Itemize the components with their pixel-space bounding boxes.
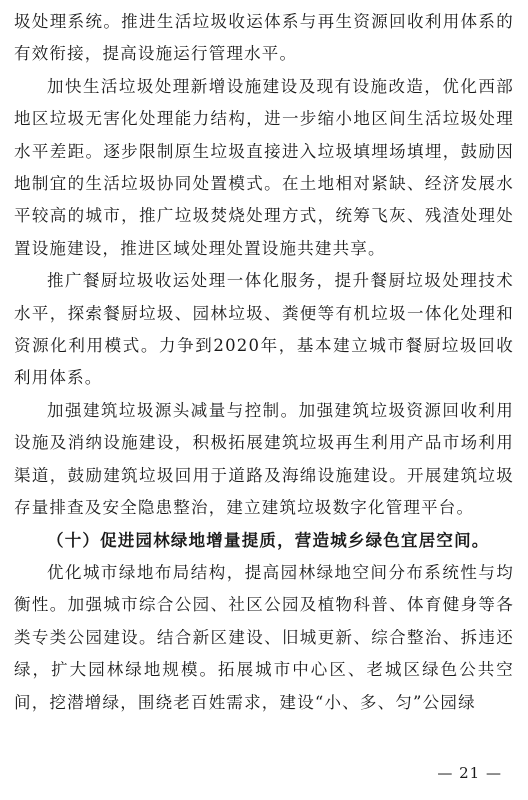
paragraph-3: 推广餐厨垃圾收运处理一体化服务，提升餐厨垃圾处理技术水平，探索餐厨垃圾、园林垃圾、粪便等有机垃圾一体化处理和资源化利用模式。力争到2020年，基本建立城市餐厨垃圾回收利用体系。 xyxy=(14,271,514,388)
paragraph-5: 优化城市绿地布局结构，提高园林绿地空间分布系统性与均衡性。加强城市综合公园、社区公园及植物科普、体育健身等各类专类公园建设。结合新区建设、旧城更新、综合整治、拆违还绿，扩大园林绿地规模。拓展城市中心区、老城区绿色公共空间，挖潜增绿，围绕老百姓需求，建设“小、多、匀”公园绿 xyxy=(14,562,514,712)
page-number: — 21 — xyxy=(437,764,502,782)
section-heading: （十）促进园林绿地增量提质，营造城乡绿色宜居空间。 xyxy=(47,530,490,550)
paragraph-1: 圾处理系统。推进生活垃圾收运体系与再生资源回收利用体系的有效衔接，提高设施运行管理水平。 xyxy=(14,12,514,64)
paragraph-4: 加强建筑垃圾源头减量与控制。加强建筑垃圾资源回收利用设施及消纳设施建设，积极拓展建筑垃圾再生利用产品市场利用渠道，鼓励建筑垃圾回用于道路及海绵设施建设。开展建筑垃圾存量排查及安全隐患整治，建立建筑垃圾数字化管理平台。 xyxy=(14,400,514,518)
document-page xyxy=(14,6,514,719)
paragraph-2: 加快生活垃圾处理新增设施建设及现有设施改造，优化西部地区垃圾无害化处理能力结构，进一步缩小地区间生活垃圾处理水平差距。逐步限制原生垃圾直接进入垃圾填埋场填埋，鼓励因地制宜的生活垃圾协同处置模式。在土地相对紧缺、经济发展水平较高的城市，推广垃圾焚烧处理方式，统筹飞灰、残渣处理处置设施建设，推进区域处理处置设施共建共享。 xyxy=(14,76,514,258)
